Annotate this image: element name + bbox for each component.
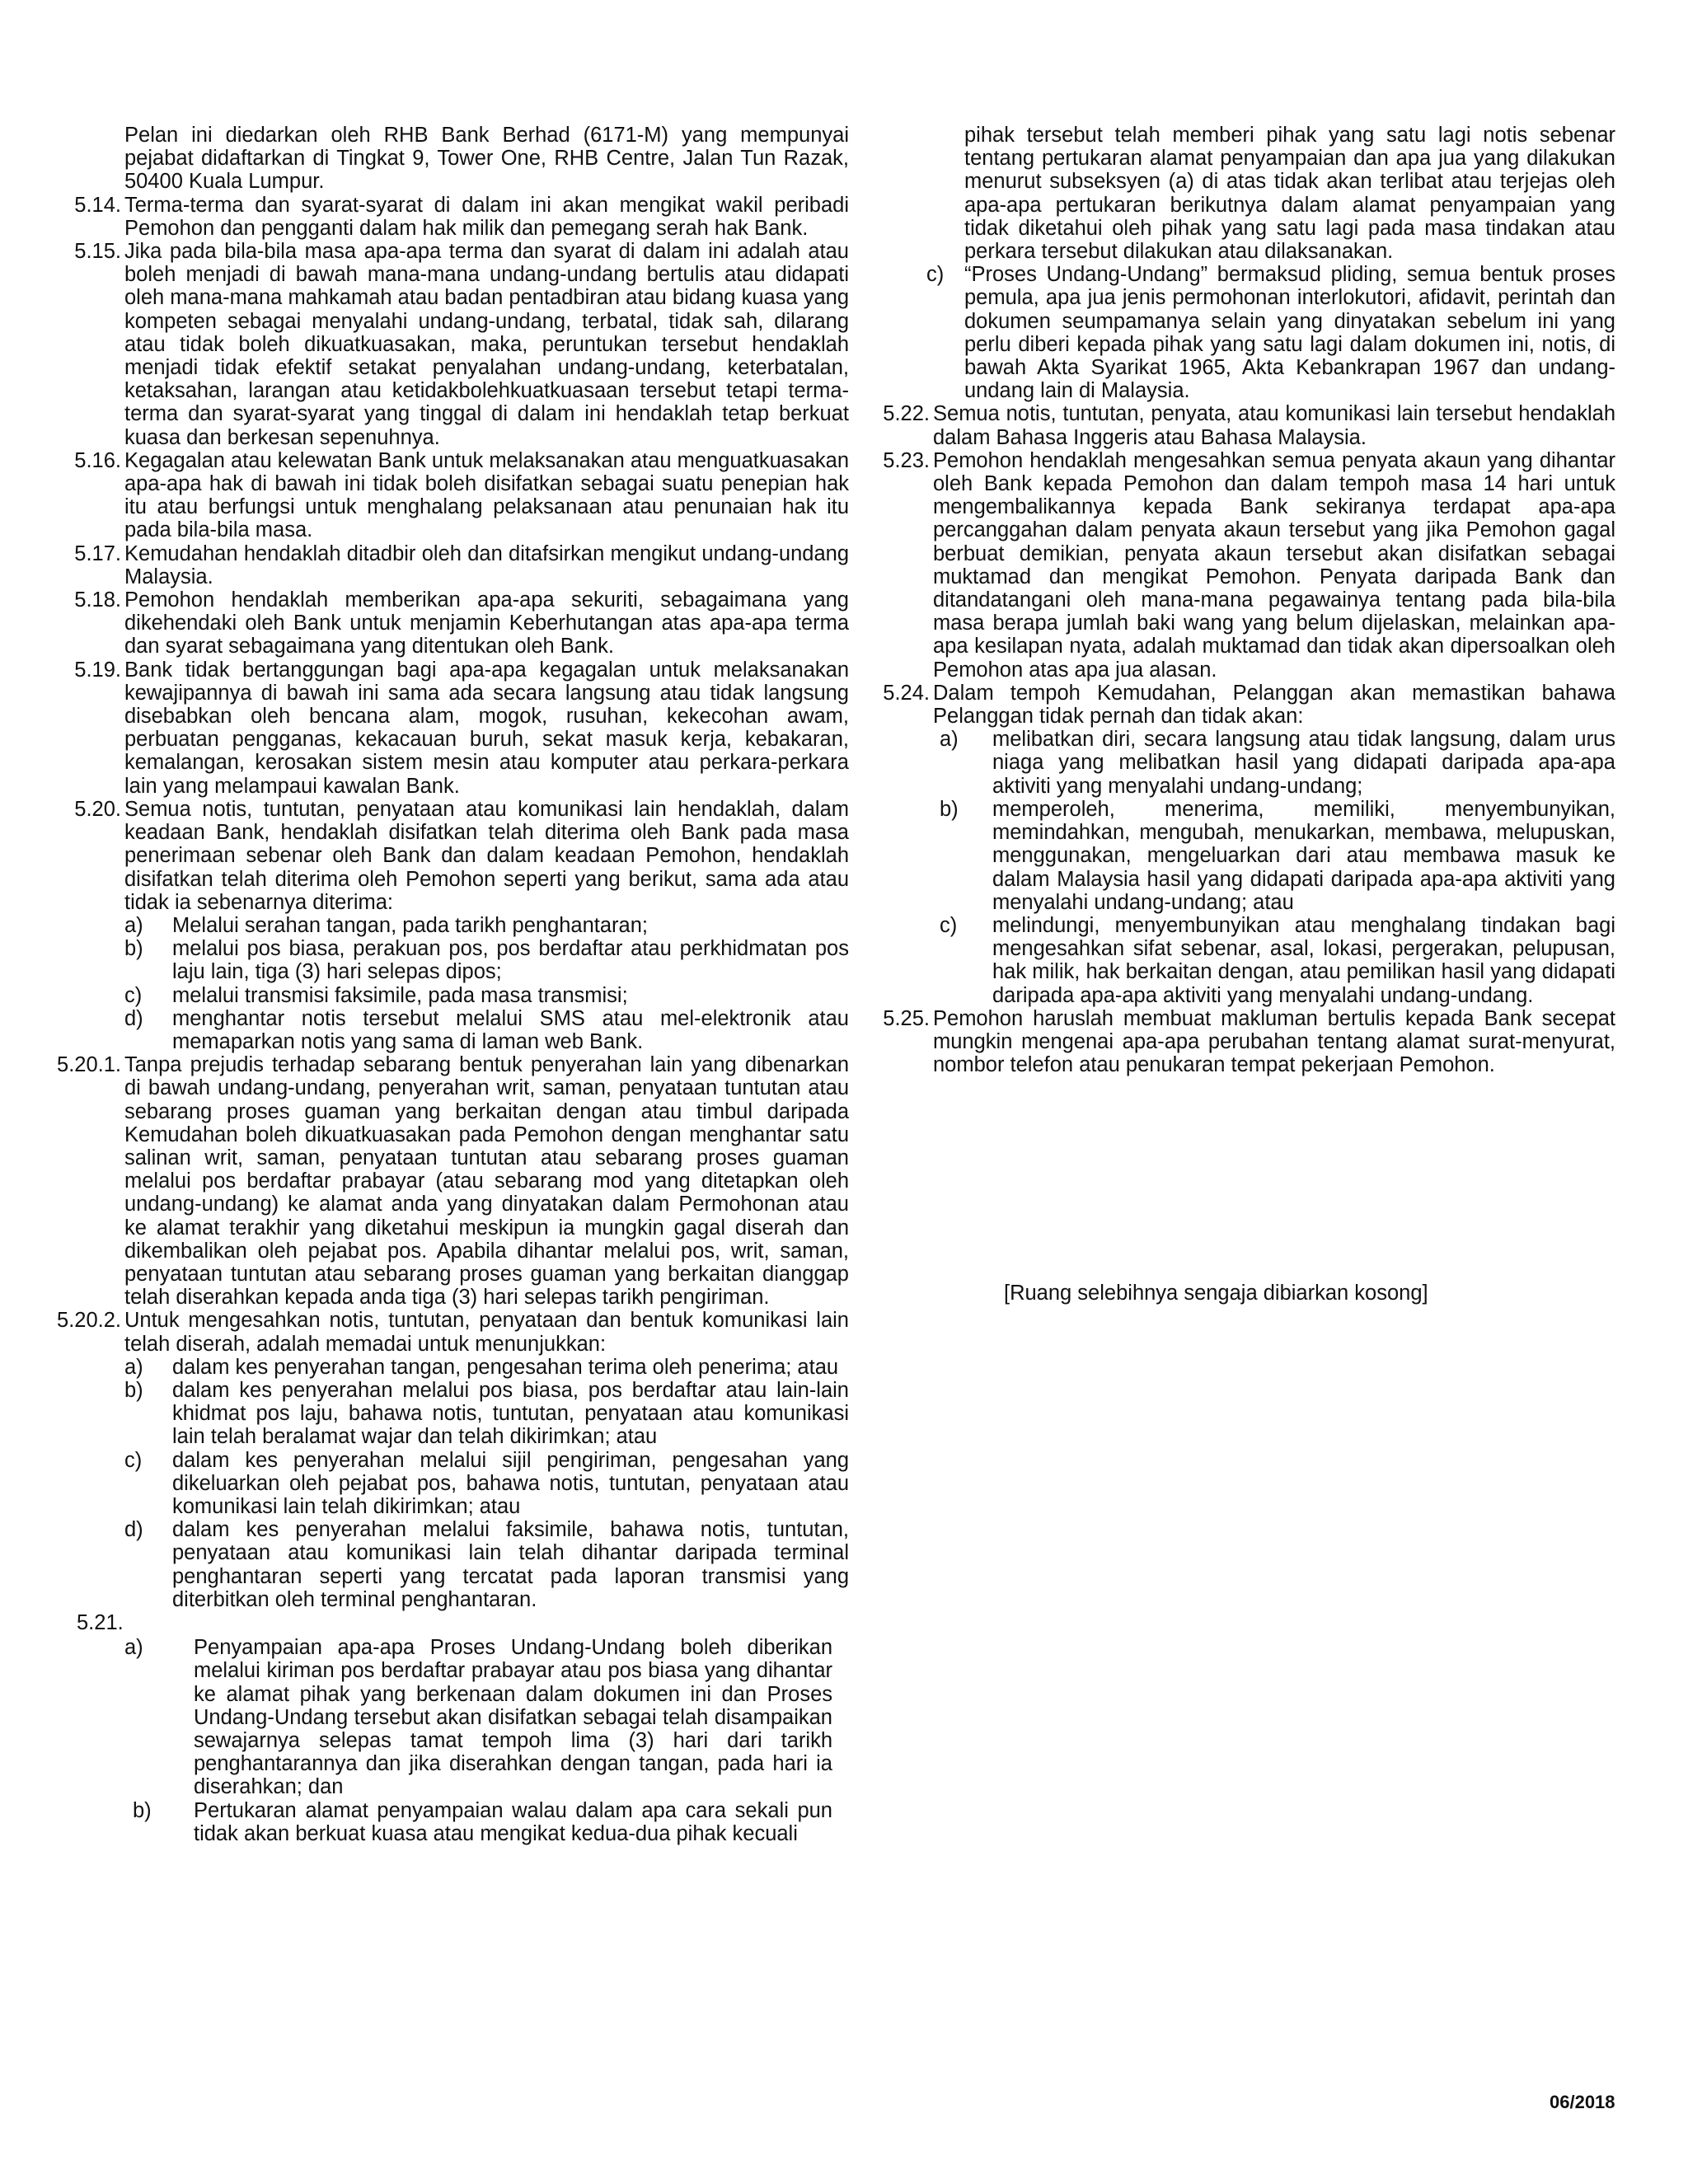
clause-text: Semua notis, tuntutan, penyataan atau komunikasi lain hendaklah, dalam keadaan Bank, hendaklah disifatkan telah diterima oleh Bank pada masa penerimaan sebenar oleh Bank dan dalam keadaan Pemohon, hendaklah disifatkan telah diterima oleh Pemohon seperti yang berikut, sama ada atau tidak ia sebenarnya diterima: <box>124 797 849 914</box>
list-item <box>45 1356 849 1379</box>
item-letter: c) <box>926 263 945 287</box>
blank-space-note: [Ruang selebihnya sengaja dibiarkan kosong] <box>1004 1282 1428 1305</box>
clause-number: 5.15. <box>74 240 121 264</box>
clause-number: 5.20. <box>74 797 121 821</box>
item-letter: a) <box>124 1636 143 1660</box>
clause-number: 5.23. <box>883 448 930 472</box>
item-text: melalui transmisi faksimile, pada masa transmisi; <box>172 983 628 1007</box>
item-text: Melalui serahan tangan, pada tarikh penghantaran; <box>172 913 648 937</box>
item-text: dalam kes penyerahan melalui pos biasa, pos berdaftar atau lain-lain khidmat pos laju, bahawa notis, tuntutan, penyataan atau komunikasi lain telah beralamat wajar dan telah dikirimkan; atau <box>172 1378 849 1449</box>
clause-number: 5.20.2. <box>57 1309 121 1333</box>
item-letter: c) <box>124 983 143 1007</box>
clause-5-23 <box>874 449 1615 682</box>
clause-5-15 <box>45 240 849 449</box>
clause-5-17 <box>45 542 849 588</box>
clause-number: 5.25. <box>883 1006 930 1030</box>
item-letter: a) <box>124 1355 143 1379</box>
item-letter: b) <box>133 1798 152 1822</box>
item-text: dalam kes penyerahan melalui faksimile, bahawa notis, tuntutan, penyataan atau komunikasi lain telah dihantar daripada terminal penghantaran seperti yang tercatat pada laporan transmisi yang diterbitkan oleh terminal penghantaran. <box>172 1518 849 1611</box>
item-text: melalui pos biasa, perakuan pos, pos berdaftar atau perkhidmatan pos laju lain, tiga (3) hari selepas dipos; <box>172 937 849 984</box>
document-version: 06/2018 <box>1550 2092 1615 2112</box>
list-item <box>45 1379 849 1449</box>
clause-5-24 <box>874 682 1615 728</box>
clause-number: 5.16. <box>74 448 121 472</box>
clause-number: 5.24. <box>883 681 930 705</box>
item-text: melibatkan diri, secara langsung atau tidak langsung, dalam urus niaga yang melibatkan hasil yang didapati daripada apa-apa aktiviti yang menyalahi undang-undang; <box>992 728 1615 798</box>
intro-paragraph: Pelan ini diedarkan oleh RHB Bank Berhad (6171-M) yang mempunyai pejabat didaftarkan di Tingkat 9, Tower One, RHB Centre, Jalan Tun Razak, 50400 Kuala Lumpur. <box>124 124 849 194</box>
list-item <box>45 1449 849 1519</box>
list-item <box>45 914 849 937</box>
list-item <box>45 1007 849 1053</box>
clause-5-22 <box>874 402 1615 448</box>
item-letter: a) <box>124 913 143 937</box>
item-text: Pertukaran alamat penyampaian walau dalam apa cara sekali pun tidak akan berkuat kuasa atau mengikat kedua-dua pihak kecuali <box>194 1798 832 1845</box>
clause-text: Bank tidak bertanggungan bagi apa-apa kegagalan untuk melaksanakan kewajipannya di bawah ini sama ada secara langsung atau tidak langsung disebabkan oleh bencana alam, mogok, rusuhan, kekecohan awam, perbuatan pengganas, kekacauan buruh, sekat masuk kerja, kebakaran, kemalangan, kerosakan sistem mesin atau komputer atau perkara-perkara lain yang melampaui kawalan Bank. <box>124 658 849 798</box>
list-item <box>874 914 1615 1007</box>
clause-text: Tanpa prejudis terhadap sebarang bentuk penyerahan lain yang dibenarkan di bawah undang-undang, penyerahan writ, saman, penyataan tuntutan atau sebarang proses guaman yang berkaitan dengan atau timbul daripada Kemudahan boleh dikuatkuasakan pada Pemohon dengan menghantar satu salinan writ, saman, penyataan tuntutan atau sebarang proses guaman melalui pos berdaftar prabayar (atau sebarang mod yang ditetapkan oleh undang-undang) ke alamat anda yang dinyatakan dalam Permohonan atau ke alamat terakhir yang diketahui meskipun ia mungkin gagal diserah dan dikembalikan oleh pejabat pos. Apabila dihantar melalui pos, writ, saman, penyataan tuntutan atau sebarang proses guaman yang berkaitan dianggap telah diserahkan kepada anda tiga (3) hari selepas tarikh pengiriman. <box>124 1053 849 1310</box>
clause-text: Semua notis, tuntutan, penyata, atau komunikasi lain tersebut hendaklah dalam Bahasa Inggeris atau Bahasa Malaysia. <box>933 402 1615 449</box>
item-text: memperoleh, menerima, memiliki, menyembunyikan, memindahkan, mengubah, menukarkan, membawa, melupuskan, menggunakan, mengeluarkan dari atau membawa masuk ke dalam Malaysia hasil yang didapati daripada apa-apa aktiviti yang menyalahi undang-undang; atau <box>992 797 1615 914</box>
item-text: dalam kes penyerahan tangan, pengesahan terima oleh penerima; atau <box>172 1355 839 1379</box>
clause-text: Terma-terma dan syarat-syarat di dalam ini akan mengikat wakil peribadi Pemohon dan pengganti dalam hak milik dan pemegang serah hak Bank. <box>124 193 849 240</box>
clause-text: Pemohon haruslah membuat makluman bertulis kepada Bank secepat mungkin mengenai apa-apa perubahan tentang alamat surat-menyurat, nombor telefon atau penukaran tempat pekerjaan Pemohon. <box>933 1006 1615 1077</box>
list-item <box>45 937 849 983</box>
left-column <box>45 124 849 1845</box>
item-text: Penyampaian apa-apa Proses Undang-Undang boleh diberikan melalui kiriman pos berdaftar prabayar atau pos biasa yang dihantar ke alamat pihak yang berkenaan dalam dokumen ini dan Proses Undang-Undang tersebut akan disifatkan sebagai telah disampaikan sewajarnya selepas tamat tempoh lima (3) hari dari tarikh penghantarannya dan jika diserahkan dengan tangan, pada hari ia diserahkan; dan <box>194 1636 832 1799</box>
list-item <box>45 1518 849 1611</box>
item-text: dalam kes penyerahan melalui sijil pengiriman, pengesahan yang dikeluarkan oleh pejabat pos, bahawa notis, tuntutan, penyataan atau komunikasi lain telah dikirimkan; atau <box>172 1448 849 1518</box>
clause-number: 5.20.1. <box>57 1053 121 1077</box>
clause-number: 5.17. <box>74 541 121 565</box>
item-letter: b) <box>124 1378 143 1402</box>
clause-5-20 <box>45 798 849 914</box>
clause-5-21-number: 5.21. <box>77 1611 124 1634</box>
clause-text: Jika pada bila-bila masa apa-apa terma dan syarat di dalam ini adalah atau boleh menjadi di bawah mana-mana undang-undang bertulis atau didapati oleh mana-mana mahkamah atau badan pentadbiran atau bidang kuasa yang kompeten sebagai menyalahi undang-undang, terbatal, tidak sah, dilarang atau tidak boleh dikuatkuasakan, maka, peruntukan tersebut hendaklah menjadi tidak efektif setakat penyalahan undang-undang, keterbatalan, ketaksahan, larangan atau ketidakbolehkuatkuasaan tersebut tetapi terma-terma dan syarat-syarat yang tinggal di dalam ini hendaklah tetap berkuat kuasa dan berkesan sepenuhnya. <box>124 240 849 449</box>
item-letter: b) <box>940 797 959 821</box>
item-letter: d) <box>124 1006 143 1030</box>
item-letter: d) <box>124 1518 143 1542</box>
clause-5-25 <box>874 1007 1615 1077</box>
item-letter: c) <box>940 913 958 937</box>
clause-5-20-2 <box>45 1309 849 1355</box>
clause-number: 5.14. <box>74 193 121 217</box>
list-item <box>874 798 1615 914</box>
clause-text: Kegagalan atau kelewatan Bank untuk melaksanakan atau menguatkuasakan apa-apa hak di bawah ini tidak boleh disifatkan sebagai suatu penepian hak itu atau berfungsi untuk menghalang pelaksanaan atau penunaian hak itu pada bila-bila masa. <box>124 448 849 542</box>
clause-5-14 <box>45 194 849 240</box>
item-letter: c) <box>124 1448 143 1472</box>
clause-number: 5.22. <box>883 402 930 426</box>
item-text: “Proses Undang-Undang” bermaksud pliding, semua bentuk proses pemula, apa jua jenis permohonan interlokutori, afidavit, perintah dan dokumen seumpamanya selain yang dinyatakan sebelum ini yang perlu diberi kepada pihak yang satu lagi dalam dokumen ini, notis, di bawah Akta Syarikat 1965, Akta Kebankrapan 1967 dan undang-undang lain di Malaysia. <box>964 263 1615 403</box>
clause-5-18 <box>45 588 849 658</box>
item-text: menghantar notis tersebut melalui SMS atau mel-elektronik atau memaparkan notis yang sama di laman web Bank. <box>172 1006 849 1053</box>
clause-text: Pemohon hendaklah mengesahkan semua penyata akaun yang dihantar oleh Bank kepada Pemohon dan dalam tempoh masa 14 hari untuk mengembalikannya kepada Bank sekiranya terdapat apa-apa percanggahan dalam penyata akaun tersebut yang jika Pemohon gagal berbuat demikian, penyata akaun tersebut akan disifatkan sebagai muktamad dan mengikat Pemohon. Penyata daripada Bank dan ditandatangani oleh mana-mana pegawainya tentang pada bila-bila masa berapa jumlah baki wang yang belum dijelaskan, melainkan apa-apa kesilapan nyata, adalah muktamad dan tidak akan dipersoalkan oleh Pemohon atas apa jua alasan. <box>933 448 1615 682</box>
list-item <box>874 263 1615 402</box>
clause-number: 5.18. <box>74 588 121 612</box>
list-item <box>874 728 1615 798</box>
clause-5-19 <box>45 658 849 798</box>
clause-5-16 <box>45 449 849 542</box>
clause-5-21-b-continued: pihak tersebut telah memberi pihak yang satu lagi notis sebenar tentang pertukaran alamat penyampaian dan apa jua yang dilakukan menurut subseksyen (a) di atas tidak akan terlibat atau terjejas oleh apa-apa pertukaran berikutnya dalam alamat penyampaian yang tidak diketahui oleh pihak yang satu lagi pada masa tindakan atau perkara tersebut dilakukan atau dilaksanakan. <box>964 124 1615 264</box>
list-item <box>45 1636 849 1798</box>
item-letter: b) <box>124 937 143 961</box>
clause-text: Pemohon hendaklah memberikan apa-apa sekuriti, sebagaimana yang dikehendaki oleh Bank untuk menjamin Keberhutangan atas apa-apa terma dan syarat sebagaimana yang ditentukan oleh Bank. <box>124 588 849 658</box>
clause-text: Untuk mengesahkan notis, tuntutan, penyataan dan bentuk komunikasi lain telah diserah, adalah memadai untuk menunjukkan: <box>124 1309 849 1356</box>
clause-text: Dalam tempoh Kemudahan, Pelanggan akan memastikan bahawa Pelanggan tidak pernah dan tidak akan: <box>933 681 1615 729</box>
item-letter: a) <box>940 728 959 752</box>
item-text: melindungi, menyembunyikan atau menghalang tindakan bagi mengesahkan sifat sebenar, asal, lokasi, pergerakan, pelupusan, hak milik, hak berkaitan dengan, atau pemilikan hasil yang didapati daripada apa-apa aktiviti yang menyalahi undang-undang. <box>992 913 1615 1007</box>
clause-text: Kemudahan hendaklah ditadbir oleh dan ditafsirkan mengikut undang-undang Malaysia. <box>124 541 849 588</box>
clause-number: 5.19. <box>74 658 121 682</box>
list-item <box>45 984 849 1007</box>
clause-5-20-1 <box>45 1053 849 1309</box>
list-item <box>45 1799 849 1845</box>
right-column <box>874 124 1615 1076</box>
